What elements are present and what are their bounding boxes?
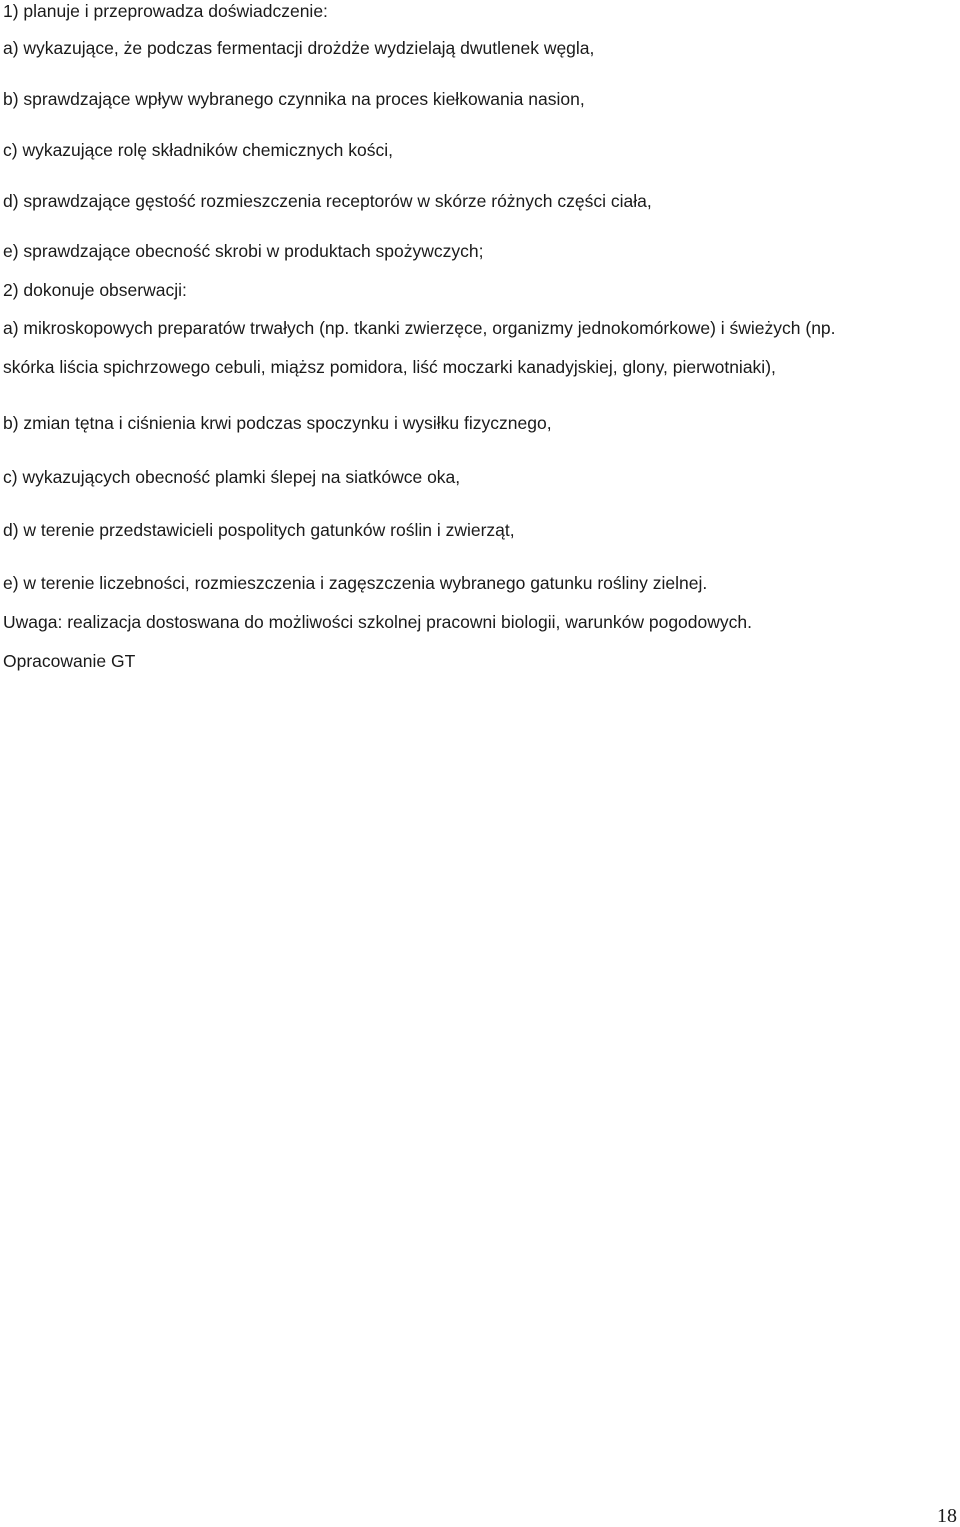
text-line-2: a) wykazujące, że podczas fermentacji drożdże wydzielają dwutlenek węgla, (3, 38, 595, 58)
text-line-7: 2) dokonuje obserwacji: (3, 280, 187, 300)
text-line-6: e) sprawdzające obecność skrobi w produktach spożywczych; (3, 241, 484, 261)
text-line-3: b) sprawdzające wpływ wybranego czynnika na proces kiełkowania nasion, (3, 89, 585, 109)
text-line-13: e) w terenie liczebności, rozmieszczenia i zagęszczenia wybranego gatunku rośliny zielnej. (3, 573, 708, 593)
text-line-9: skórka liścia spichrzowego cebuli, miąższ pomidora, liść moczarki kanadyjskiej, glony, pierwotniaki), (3, 357, 776, 377)
page-number: 18 (937, 1505, 957, 1527)
text-line-1: 1) planuje i przeprowadza doświadczenie: (3, 1, 328, 21)
text-line-4: c) wykazujące rolę składników chemicznych kości, (3, 140, 393, 160)
text-line-14: Uwaga: realizacja dostoswana do możliwości szkolnej pracowni biologii, warunków pogodowych. (3, 612, 752, 632)
text-line-5: d) sprawdzające gęstość rozmieszczenia receptorów w skórze różnych części ciała, (3, 191, 652, 211)
text-line-8: a) mikroskopowych preparatów trwałych (np. tkanki zwierzęce, organizmy jednokomórkowe) i świeżych (np. (3, 318, 836, 338)
text-line-10: b) zmian tętna i ciśnienia krwi podczas spoczynku i wysiłku fizycznego, (3, 413, 552, 433)
text-line-15: Opracowanie GT (3, 651, 136, 671)
text-line-11: c) wykazujących obecność plamki ślepej na siatkówce oka, (3, 467, 461, 487)
text-line-12: d) w terenie przedstawicieli pospolitych gatunków roślin i zwierząt, (3, 520, 515, 540)
